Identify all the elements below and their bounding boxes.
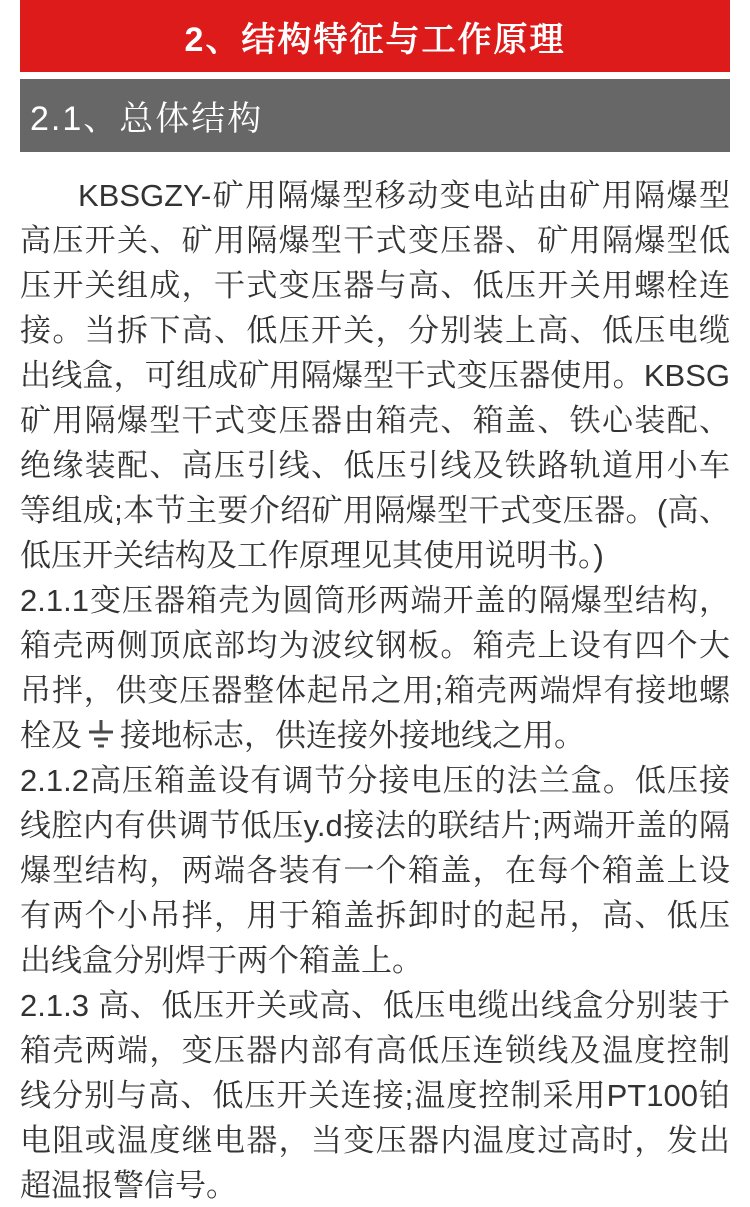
section-2-1-1-text-before-symbol: 2.1.1变压器箱壳为圆筒形两端开盖的隔爆型结构，箱壳两侧顶底部均为波纹钢板。箱壳上设有四个大吊拌，供变压器整体起吊之用;箱壳两端焊有接地螺栓及: [20, 583, 730, 753]
section-header-banner: [20, 79, 730, 152]
section-2-1-1-text-after-symbol: 接地标志，供连接外接地线之用。: [120, 718, 585, 753]
section-2-1-3-text: 2.1.3 高、低压开关或高、低压电缆出线盒分别装于箱壳两端，变压器内部有高低压连锁线及温度控制线分别与高、低压开关连接;温度控制采用PT100铂电阻或温度继电器，当变压器内温度过高时，发出超温报警信号。: [20, 988, 730, 1203]
banner-gap: [0, 72, 750, 79]
section-title: 2.1、总体结构: [30, 100, 264, 138]
earth-ground-icon: [87, 717, 115, 749]
section-2-1-2-text: 2.1.2高压箱盖设有调节分接电压的法兰盒。低压接线腔内有供调节低压y.d接法的联结片;两端开盖的隔爆型结构，两端各装有一个箱盖，在每个箱盖上设有两个小吊拌，用于箱盖拆卸时的起吊，高、低压出线盒分别焊于两个箱盖上。: [20, 763, 730, 978]
chapter-title: 2、结构特征与工作原理: [184, 20, 566, 59]
section-2-1-2-paragraph: [20, 758, 730, 983]
chapter-header-banner: [20, 0, 730, 72]
intro-text: KBSGZY-矿用隔爆型移动变电站由矿用隔爆型高压开关、矿用隔爆型干式变压器、矿用隔爆型低压开关组成，干式变压器与高、低压开关用螺栓连接。当拆下高、低压开关，分别装上高、低压电缆出线盒，可组成矿用隔爆型干式变压器使用。KBSG矿用隔爆型干式变压器由箱壳、箱盖、铁心装配、绝缘装配、高压引线、低压引线及铁路轨道用小车等组成;本节主要介绍矿用隔爆型干式变压器。(高、低压开关结构及工作原理见其使用说明书。): [20, 178, 730, 573]
section-2-1-3-paragraph: [20, 983, 730, 1207]
intro-paragraph: [20, 173, 730, 578]
body-text: [20, 173, 730, 1207]
section-2-1-1-paragraph: [20, 578, 730, 758]
